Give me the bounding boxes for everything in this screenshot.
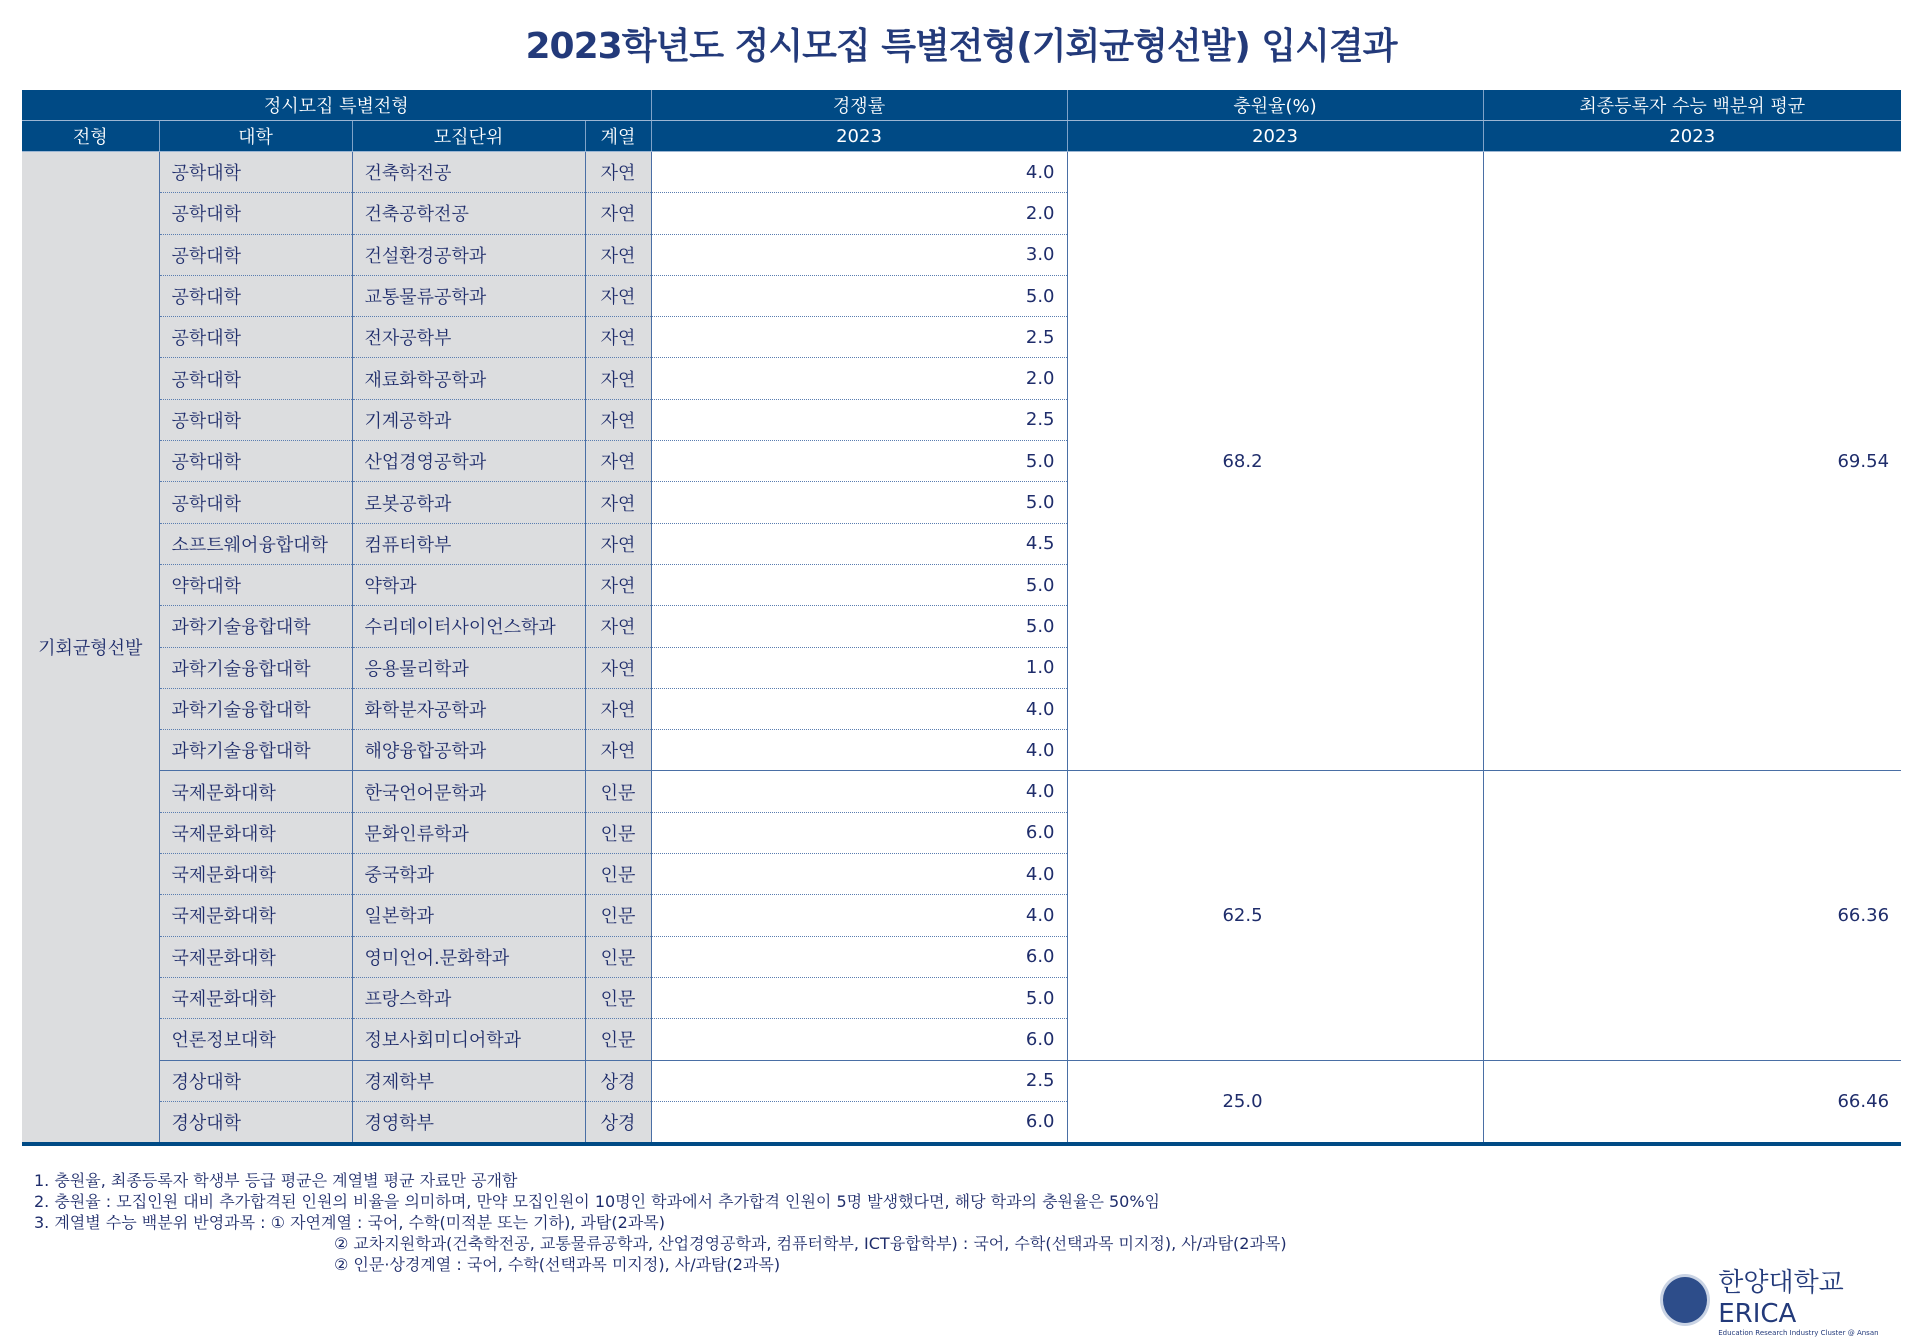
competition-cell: 5.0 [651, 977, 1067, 1018]
unit-cell: 약학과 [352, 564, 585, 605]
competition-cell: 6.0 [651, 1019, 1067, 1060]
college-cell: 공학대학 [159, 482, 352, 523]
header-year-fill: 2023 [1067, 121, 1483, 152]
fill-rate-cell: 68.2 [1067, 152, 1483, 771]
unit-cell: 교통물류공학과 [352, 275, 585, 316]
track-cell: 인문 [585, 812, 651, 853]
track-cell: 자연 [585, 482, 651, 523]
college-cell: 소프트웨어융합대학 [159, 523, 352, 564]
track-cell: 인문 [585, 854, 651, 895]
competition-cell: 6.0 [651, 936, 1067, 977]
university-logo [1660, 1262, 1922, 1337]
logo-subtitle: Education Research Industry Cluster @ Ansan [1718, 1329, 1879, 1337]
competition-cell: 5.0 [651, 482, 1067, 523]
college-cell: 공학대학 [159, 441, 352, 482]
table-row [22, 1060, 1901, 1101]
unit-cell: 경제학부 [352, 1060, 585, 1101]
header-year-competition: 2023 [651, 121, 1067, 152]
competition-cell: 1.0 [651, 647, 1067, 688]
track-cell: 자연 [585, 647, 651, 688]
note: ② 인문·상경계열 : 국어, 수학(선택과목 미지정), 사/과탐(2과목) [334, 1255, 781, 1274]
unit-cell: 산업경영공학과 [352, 441, 585, 482]
footnotes [34, 1170, 1287, 1275]
table-bottom-rule [22, 1142, 1901, 1146]
table-row [22, 771, 1901, 812]
note: ② 교차지원학과(건축학전공, 교통물류공학과, 산업경영공학과, 컴퓨터학부, ICT융합학부) : 국어, 수학(선택과목 미지정), 사/과탐(2과목) [334, 1234, 1287, 1253]
header-group: 정시모집 특별전형 [22, 90, 651, 121]
unit-cell: 프랑스학과 [352, 977, 585, 1018]
track-cell: 자연 [585, 730, 651, 771]
track-cell: 상경 [585, 1101, 651, 1142]
college-cell: 국제문화대학 [159, 812, 352, 853]
competition-cell: 2.5 [651, 399, 1067, 440]
competition-cell: 4.5 [651, 523, 1067, 564]
header-year-score: 2023 [1483, 121, 1901, 152]
competition-cell: 4.0 [651, 854, 1067, 895]
note: 3. 계열별 수능 백분위 반영과목 : ① 자연계열 : 국어, 수학(미적분 또는 기하), 과탐(2과목) [34, 1213, 665, 1232]
unit-cell: 건축학전공 [352, 152, 585, 193]
track-cell: 자연 [585, 688, 651, 729]
competition-cell: 5.0 [651, 606, 1067, 647]
track-cell: 자연 [585, 606, 651, 647]
college-cell: 국제문화대학 [159, 771, 352, 812]
unit-cell: 건축공학전공 [352, 193, 585, 234]
header-track: 계열 [585, 121, 651, 152]
track-cell: 자연 [585, 358, 651, 399]
track-cell: 인문 [585, 895, 651, 936]
college-cell: 공학대학 [159, 399, 352, 440]
competition-cell: 4.0 [651, 730, 1067, 771]
unit-cell: 영미언어.문화학과 [352, 936, 585, 977]
college-cell: 공학대학 [159, 152, 352, 193]
track-cell: 자연 [585, 441, 651, 482]
college-cell: 국제문화대학 [159, 977, 352, 1018]
college-cell: 공학대학 [159, 275, 352, 316]
competition-cell: 6.0 [651, 1101, 1067, 1142]
unit-cell: 한국언어문학과 [352, 771, 585, 812]
score-avg-cell: 66.36 [1483, 771, 1901, 1060]
college-cell: 공학대학 [159, 317, 352, 358]
college-cell: 공학대학 [159, 358, 352, 399]
unit-cell: 중국학과 [352, 854, 585, 895]
header-unit: 모집단위 [352, 121, 585, 152]
competition-cell: 6.0 [651, 812, 1067, 853]
competition-cell: 5.0 [651, 275, 1067, 316]
score-avg-cell: 66.46 [1483, 1060, 1901, 1143]
type-cell: 기회균형선발 [22, 152, 159, 1143]
fill-rate-cell: 25.0 [1067, 1060, 1483, 1143]
competition-cell: 3.0 [651, 234, 1067, 275]
college-cell: 과학기술융합대학 [159, 647, 352, 688]
track-cell: 인문 [585, 977, 651, 1018]
college-cell: 국제문화대학 [159, 936, 352, 977]
college-cell: 공학대학 [159, 193, 352, 234]
track-cell: 인문 [585, 1019, 651, 1060]
header-fill-rate: 충원율(%) [1067, 90, 1483, 121]
unit-cell: 건설환경공학과 [352, 234, 585, 275]
note: 2. 충원율 : 모집인원 대비 추가합격된 인원의 비율을 의미하며, 만약 모집인원이 10명인 학과에서 추가합격 인원이 5명 발생했다면, 해당 학과의 충원율은 50%임 [34, 1192, 1161, 1211]
unit-cell: 정보사회미디어학과 [352, 1019, 585, 1060]
unit-cell: 전자공학부 [352, 317, 585, 358]
fill-rate-cell: 62.5 [1067, 771, 1483, 1060]
track-cell: 자연 [585, 275, 651, 316]
track-cell: 상경 [585, 1060, 651, 1101]
competition-cell: 2.5 [651, 317, 1067, 358]
competition-cell: 2.0 [651, 193, 1067, 234]
logo-name: 한양대학교 ERICA [1718, 1268, 1844, 1329]
results-table [22, 90, 1901, 1143]
competition-cell: 4.0 [651, 771, 1067, 812]
college-cell: 국제문화대학 [159, 854, 352, 895]
unit-cell: 컴퓨터학부 [352, 523, 585, 564]
college-cell: 경상대학 [159, 1060, 352, 1101]
track-cell: 자연 [585, 399, 651, 440]
college-cell: 약학대학 [159, 564, 352, 605]
college-cell: 과학기술융합대학 [159, 730, 352, 771]
track-cell: 자연 [585, 234, 651, 275]
unit-cell: 일본학과 [352, 895, 585, 936]
unit-cell: 로봇공학과 [352, 482, 585, 523]
unit-cell: 해양융합공학과 [352, 730, 585, 771]
college-cell: 과학기술융합대학 [159, 606, 352, 647]
page-title: 2023학년도 정시모집 특별전형(기회균형선발) 입시결과 [525, 26, 1397, 67]
header-competition: 경쟁률 [651, 90, 1067, 121]
track-cell: 자연 [585, 523, 651, 564]
unit-cell: 경영학부 [352, 1101, 585, 1142]
college-cell: 언론정보대학 [159, 1019, 352, 1060]
note: 1. 충원율, 최종등록자 학생부 등급 평균은 계열별 평균 자료만 공개함 [34, 1171, 518, 1190]
track-cell: 인문 [585, 936, 651, 977]
unit-cell: 응용물리학과 [352, 647, 585, 688]
track-cell: 자연 [585, 193, 651, 234]
unit-cell: 재료화학공학과 [352, 358, 585, 399]
college-cell: 공학대학 [159, 234, 352, 275]
competition-cell: 2.0 [651, 358, 1067, 399]
unit-cell: 화학분자공학과 [352, 688, 585, 729]
unit-cell: 수리데이터사이언스학과 [352, 606, 585, 647]
unit-cell: 기계공학과 [352, 399, 585, 440]
competition-cell: 4.0 [651, 688, 1067, 729]
header-college: 대학 [159, 121, 352, 152]
track-cell: 인문 [585, 771, 651, 812]
unit-cell: 문화인류학과 [352, 812, 585, 853]
track-cell: 자연 [585, 317, 651, 358]
score-avg-cell: 69.54 [1483, 152, 1901, 771]
competition-cell: 2.5 [651, 1060, 1067, 1101]
track-cell: 자연 [585, 152, 651, 193]
table-row [22, 152, 1901, 193]
college-cell: 경상대학 [159, 1101, 352, 1142]
college-cell: 과학기술융합대학 [159, 688, 352, 729]
competition-cell: 4.0 [651, 152, 1067, 193]
competition-cell: 5.0 [651, 564, 1067, 605]
competition-cell: 5.0 [651, 441, 1067, 482]
competition-cell: 4.0 [651, 895, 1067, 936]
header-type: 전형 [22, 121, 159, 152]
header-score-avg: 최종등록자 수능 백분위 평균 [1483, 90, 1901, 121]
track-cell: 자연 [585, 564, 651, 605]
college-cell: 국제문화대학 [159, 895, 352, 936]
